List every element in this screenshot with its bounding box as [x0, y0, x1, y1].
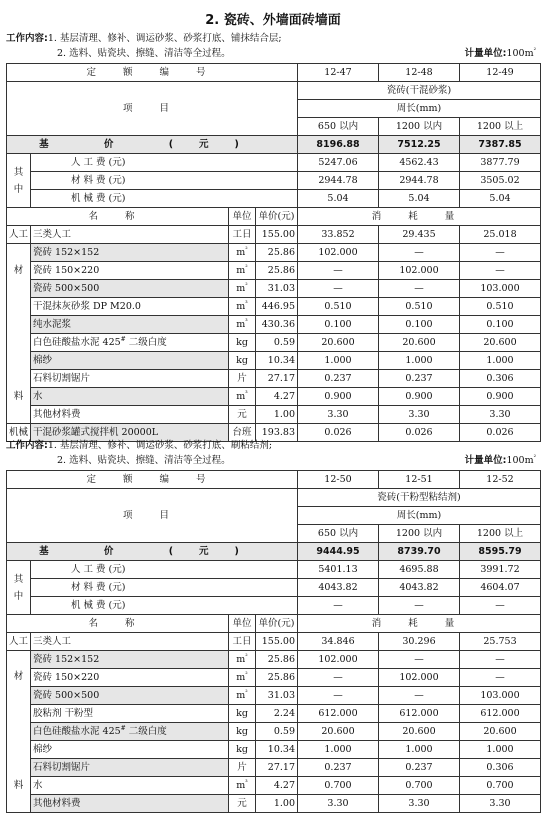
column-head-row — [7, 208, 541, 226]
cost-name: 机 械 费 (元) — [31, 190, 298, 208]
material-name: 纯水泥浆 — [31, 316, 229, 334]
consumption: — — [379, 244, 460, 262]
consumption: — — [379, 687, 460, 705]
consumption: — — [298, 669, 379, 687]
consumption: 1.000 — [379, 352, 460, 370]
consumption: — — [379, 280, 460, 298]
material-unit: $m^{^2}$ — [229, 669, 256, 687]
consumption: 0.510 — [298, 298, 379, 316]
code-label: 定 额 编 号 — [7, 64, 298, 82]
material-row — [7, 651, 541, 669]
column-head-row — [7, 615, 541, 633]
unit-price: 0.59 — [256, 334, 298, 352]
material-row — [7, 298, 541, 316]
unit-price: 25.86 — [256, 244, 298, 262]
measure-unit — [465, 45, 536, 59]
consumption: 1.000 — [298, 741, 379, 759]
qizhong-label — [7, 561, 31, 615]
measure-unit-value: $100m^{^2}$ — [506, 453, 536, 466]
unit-price: 1.00 — [256, 795, 298, 813]
material-category — [7, 244, 31, 424]
material-row — [7, 352, 541, 370]
material-unit: kg — [229, 334, 256, 352]
work-content-label: 工作内容: — [6, 440, 48, 451]
superscript: ² — [245, 281, 248, 289]
consumption: 0.100 — [298, 316, 379, 334]
consumption: 1.000 — [460, 352, 541, 370]
consumption: 1.000 — [379, 741, 460, 759]
material-unit: 台班 — [229, 424, 256, 442]
price-header: 单价(元) — [256, 208, 298, 226]
cost-value: — — [298, 597, 379, 615]
unit-price: 27.17 — [256, 370, 298, 388]
consumption: 20.600 — [298, 723, 379, 741]
superscript: ² — [245, 652, 248, 660]
consumption: 0.900 — [298, 388, 379, 406]
material-cat-char: 料 — [13, 390, 24, 402]
unit-price: 4.27 — [256, 777, 298, 795]
size-range: 1200 以上 — [460, 118, 541, 136]
work-content-line-2 — [57, 45, 231, 59]
cost-row — [7, 154, 541, 172]
material-name: 瓷砖 152×152 — [31, 244, 229, 262]
material-row — [7, 406, 541, 424]
superscript: ² — [245, 688, 248, 696]
consumption: 20.600 — [460, 723, 541, 741]
consumption: — — [460, 651, 541, 669]
quota-code: 12-48 — [379, 64, 460, 82]
cost-value: 5.04 — [298, 190, 379, 208]
consumption: 3.30 — [298, 406, 379, 424]
unit-price: 446.95 — [256, 298, 298, 316]
consumption: — — [379, 651, 460, 669]
quota-code: 12-47 — [298, 64, 379, 82]
consumption: 102.000 — [298, 651, 379, 669]
consume-header: 消 耗 量 — [298, 208, 541, 226]
material-name: 干混砂浆罐式搅拌机 20000L — [31, 424, 229, 442]
unit-price: 1.00 — [256, 406, 298, 424]
material-category — [7, 651, 31, 813]
cost-name: 机 械 费 (元) — [31, 597, 298, 615]
consumption: — — [298, 280, 379, 298]
material-unit: kg — [229, 352, 256, 370]
cost-value: 4043.82 — [298, 579, 379, 597]
consumption: 0.700 — [298, 777, 379, 795]
material-name: 水 — [31, 777, 229, 795]
material-row — [7, 687, 541, 705]
consumption: — — [298, 687, 379, 705]
cost-value: 4562.43 — [379, 154, 460, 172]
consumption: 0.026 — [460, 424, 541, 442]
material-row — [7, 388, 541, 406]
labor-category: 人工 — [7, 226, 31, 244]
consumption: 0.237 — [298, 370, 379, 388]
header-row — [7, 82, 541, 100]
base-price: 8595.79 — [460, 543, 541, 561]
work-content-line-1 — [6, 437, 272, 451]
unit-price: 4.27 — [256, 388, 298, 406]
consumption: 103.000 — [460, 280, 541, 298]
cost-value: 3877.79 — [460, 154, 541, 172]
cost-value: 5.04 — [460, 190, 541, 208]
header-row — [7, 489, 541, 507]
superscript: # — [120, 724, 126, 732]
consumption: 0.306 — [460, 759, 541, 777]
consumption: 25.018 — [460, 226, 541, 244]
consumption: 20.600 — [460, 334, 541, 352]
material-name: 白色硅酸盐水泥 425# 二级白度 — [31, 723, 229, 741]
material-row — [7, 705, 541, 723]
consumption: 612.000 — [460, 705, 541, 723]
cost-name: 人 工 费 (元) — [31, 154, 298, 172]
consumption: 0.700 — [379, 777, 460, 795]
labor-category: 人工 — [7, 633, 31, 651]
size-range: 650 以内 — [298, 118, 379, 136]
material-unit: $m^{^3}$ — [229, 388, 256, 406]
material-name: 瓷砖 500×500 — [31, 687, 229, 705]
unit-price: 25.86 — [256, 651, 298, 669]
material-row — [7, 741, 541, 759]
consumption: 1.000 — [460, 741, 541, 759]
material-name: 瓷砖 150×220 — [31, 669, 229, 687]
base-price-label: 基 价 (元) — [7, 543, 298, 561]
base-price: 7512.25 — [379, 136, 460, 154]
consumption: 0.900 — [460, 388, 541, 406]
consumption: 20.600 — [379, 334, 460, 352]
measure-unit-label: 计量单位: — [464, 48, 507, 59]
superscript: ³ — [245, 299, 248, 307]
material-unit: kg — [229, 705, 256, 723]
work-content-text-1: 1. 基层清理、修补、调运砂浆、砂浆打底、刷粘结剂; — [47, 440, 273, 451]
consumption: 20.600 — [298, 334, 379, 352]
consumption: — — [460, 262, 541, 280]
superscript: ³ — [245, 778, 248, 786]
group-header: 瓷砖(干混砂浆) — [298, 82, 541, 100]
material-unit: $m^{^2}$ — [229, 687, 256, 705]
consumption: 1.000 — [298, 352, 379, 370]
base-price-row — [7, 543, 541, 561]
item-label: 项 目 — [7, 489, 298, 543]
cost-value: 5.04 — [379, 190, 460, 208]
base-price-row — [7, 136, 541, 154]
consumption: — — [298, 262, 379, 280]
material-row — [7, 723, 541, 741]
unit-price: 31.03 — [256, 280, 298, 298]
material-unit: 片 — [229, 759, 256, 777]
unit-price: 430.36 — [256, 316, 298, 334]
consumption: 0.237 — [379, 759, 460, 777]
cost-row — [7, 597, 541, 615]
material-unit: 元 — [229, 406, 256, 424]
superscript: ³ — [245, 317, 248, 325]
cost-name: 材 料 费 (元) — [31, 579, 298, 597]
labor-row — [7, 633, 541, 651]
consumption: 0.700 — [460, 777, 541, 795]
unit-price: 2.24 — [256, 705, 298, 723]
measure-unit — [465, 452, 536, 466]
material-unit: kg — [229, 741, 256, 759]
qizhong-label — [7, 154, 31, 208]
cost-value: 2944.78 — [298, 172, 379, 190]
cost-value: — — [460, 597, 541, 615]
unit-price: 27.17 — [256, 759, 298, 777]
material-unit: $m^{^2}$ — [229, 262, 256, 280]
cost-name: 材 料 费 (元) — [31, 172, 298, 190]
material-unit: kg — [229, 723, 256, 741]
consumption: 0.100 — [460, 316, 541, 334]
material-unit: 片 — [229, 370, 256, 388]
consumption: 0.237 — [298, 759, 379, 777]
material-cat-char: 材 — [13, 264, 24, 276]
material-name: 瓷砖 500×500 — [31, 280, 229, 298]
quota-table — [6, 470, 541, 813]
cost-value: 5401.13 — [298, 561, 379, 579]
consumption: 30.296 — [379, 633, 460, 651]
material-name: 其他材料费 — [31, 795, 229, 813]
consumption: 612.000 — [298, 705, 379, 723]
material-row — [7, 669, 541, 687]
cost-value: 4695.88 — [379, 561, 460, 579]
code-row — [7, 64, 541, 82]
code-label: 定 额 编 号 — [7, 471, 298, 489]
base-price: 7387.85 — [460, 136, 541, 154]
material-name: 瓷砖 152×152 — [31, 651, 229, 669]
measure-unit-label: 计量单位: — [464, 455, 507, 466]
size-range: 650 以内 — [298, 525, 379, 543]
cost-value: 3991.72 — [460, 561, 541, 579]
cost-row — [7, 172, 541, 190]
material-name: 棉纱 — [31, 741, 229, 759]
material-name: 其他材料费 — [31, 406, 229, 424]
consumption: 3.30 — [379, 795, 460, 813]
cost-value: 4043.82 — [379, 579, 460, 597]
labor-row — [7, 226, 541, 244]
page-title: 2. 瓷砖、外墙面砖墙面 — [205, 13, 341, 28]
consumption: 33.852 — [298, 226, 379, 244]
material-cat-char: 料 — [13, 780, 24, 791]
material-name: 三类人工 — [31, 633, 229, 651]
material-name: 胶粘剂 干粉型 — [31, 705, 229, 723]
consumption: — — [460, 244, 541, 262]
consumption: 102.000 — [379, 262, 460, 280]
consumption: 0.026 — [379, 424, 460, 442]
consumption: 0.510 — [379, 298, 460, 316]
quota-code: 12-52 — [460, 471, 541, 489]
quota-table — [6, 63, 541, 442]
unit-price: 193.83 — [256, 424, 298, 442]
cost-row — [7, 579, 541, 597]
material-row — [7, 759, 541, 777]
work-content-label: 工作内容: — [6, 33, 48, 44]
material-name: 水 — [31, 388, 229, 406]
consumption: 29.435 — [379, 226, 460, 244]
unit-price: 10.34 — [256, 352, 298, 370]
material-row — [7, 370, 541, 388]
qizhong-char: 其 — [13, 166, 24, 178]
consumption: — — [460, 669, 541, 687]
cost-row — [7, 190, 541, 208]
machine-category: 机械 — [7, 424, 31, 442]
cost-row — [7, 561, 541, 579]
unit-price: 0.59 — [256, 723, 298, 741]
material-row — [7, 316, 541, 334]
unit-price: 25.86 — [256, 669, 298, 687]
code-row — [7, 471, 541, 489]
consumption: 20.600 — [379, 723, 460, 741]
base-price-label: 基 价 (元) — [7, 136, 298, 154]
material-unit: 工日 — [229, 226, 256, 244]
consumption: 34.846 — [298, 633, 379, 651]
consume-header: 消 耗 量 — [298, 615, 541, 633]
name-header: 名 称 — [7, 208, 229, 226]
superscript: ² — [245, 670, 248, 678]
unit-header: 单位 — [229, 208, 256, 226]
size-range: 1200 以内 — [379, 525, 460, 543]
unit-price: 155.00 — [256, 226, 298, 244]
consumption: 3.30 — [460, 795, 541, 813]
size-range: 1200 以上 — [460, 525, 541, 543]
unit-price: 31.03 — [256, 687, 298, 705]
superscript: ² — [245, 245, 248, 253]
material-name: 棉纱 — [31, 352, 229, 370]
group-header: 瓷砖(干粉型粘结剂) — [298, 489, 541, 507]
item-label: 项 目 — [7, 82, 298, 136]
qizhong-char: 中 — [13, 183, 24, 195]
cost-name: 人 工 费 (元) — [31, 561, 298, 579]
consumption: 25.753 — [460, 633, 541, 651]
unit-price: 25.86 — [256, 262, 298, 280]
cost-value: 2944.78 — [379, 172, 460, 190]
size-range: 1200 以内 — [379, 118, 460, 136]
material-unit: $m^{^2}$ — [229, 651, 256, 669]
price-header: 单价(元) — [256, 615, 298, 633]
perimeter-header: 周长(mm) — [298, 507, 541, 525]
superscript: ² — [245, 263, 248, 271]
consumption: 102.000 — [298, 244, 379, 262]
material-cat-char: 材 — [13, 671, 24, 682]
material-unit: $m^{^3}$ — [229, 316, 256, 334]
measure-unit-value: $100m^{^2}$ — [506, 46, 536, 59]
superscript: ² — [533, 453, 536, 461]
material-row — [7, 262, 541, 280]
material-row — [7, 777, 541, 795]
perimeter-header: 周长(mm) — [298, 100, 541, 118]
quota-code: 12-49 — [460, 64, 541, 82]
consumption: 612.000 — [379, 705, 460, 723]
qizhong-char: 其 — [13, 573, 24, 585]
quota-code: 12-51 — [379, 471, 460, 489]
consumption: 3.30 — [460, 406, 541, 424]
superscript: ² — [533, 46, 536, 54]
material-name: 瓷砖 150×220 — [31, 262, 229, 280]
material-unit: 元 — [229, 795, 256, 813]
work-content-text-2: 2. 选料、贴瓷块、擦缝、清洁等全过程。 — [57, 48, 231, 59]
consumption: 0.306 — [460, 370, 541, 388]
consumption: 0.510 — [460, 298, 541, 316]
consumption: 0.237 — [379, 370, 460, 388]
material-unit: 工日 — [229, 633, 256, 651]
name-header: 名 称 — [7, 615, 229, 633]
cost-value: 5247.06 — [298, 154, 379, 172]
material-row — [7, 795, 541, 813]
material-row — [7, 334, 541, 352]
work-content-text-1: 1. 基层清理、修补、调运砂浆、砂浆打底、铺抹结合层; — [47, 33, 282, 44]
unit-header: 单位 — [229, 615, 256, 633]
material-name: 三类人工 — [31, 226, 229, 244]
quota-code: 12-50 — [298, 471, 379, 489]
material-row — [7, 280, 541, 298]
work-content-line-2 — [57, 452, 231, 466]
superscript: ³ — [245, 389, 248, 397]
consumption: 3.30 — [298, 795, 379, 813]
work-content-text-2: 2. 选料、贴瓷块、擦缝、清洁等全过程。 — [57, 455, 231, 466]
superscript: # — [120, 335, 126, 343]
material-name: 干混抹灰砂浆 DP M20.0 — [31, 298, 229, 316]
consumption: 0.900 — [379, 388, 460, 406]
qizhong-char: 中 — [13, 590, 24, 602]
base-price: 8196.88 — [298, 136, 379, 154]
consumption: 103.000 — [460, 687, 541, 705]
cost-value: — — [379, 597, 460, 615]
consumption: 102.000 — [379, 669, 460, 687]
cost-value: 4604.07 — [460, 579, 541, 597]
material-unit: $m^{^2}$ — [229, 244, 256, 262]
unit-price: 10.34 — [256, 741, 298, 759]
material-name: 白色硅酸盐水泥 425# 二级白度 — [31, 334, 229, 352]
material-name: 石料切割锯片 — [31, 759, 229, 777]
material-unit: $m^{^3}$ — [229, 298, 256, 316]
material-unit: $m^{^3}$ — [229, 777, 256, 795]
work-content-line-1 — [6, 30, 282, 44]
consumption: 3.30 — [379, 406, 460, 424]
unit-price: 155.00 — [256, 633, 298, 651]
base-price: 8739.70 — [379, 543, 460, 561]
cost-value: 3505.02 — [460, 172, 541, 190]
material-unit: $m^{^2}$ — [229, 280, 256, 298]
base-price: 9444.95 — [298, 543, 379, 561]
material-row — [7, 244, 541, 262]
consumption: 0.026 — [298, 424, 379, 442]
consumption: 0.100 — [379, 316, 460, 334]
material-name: 石料切割锯片 — [31, 370, 229, 388]
